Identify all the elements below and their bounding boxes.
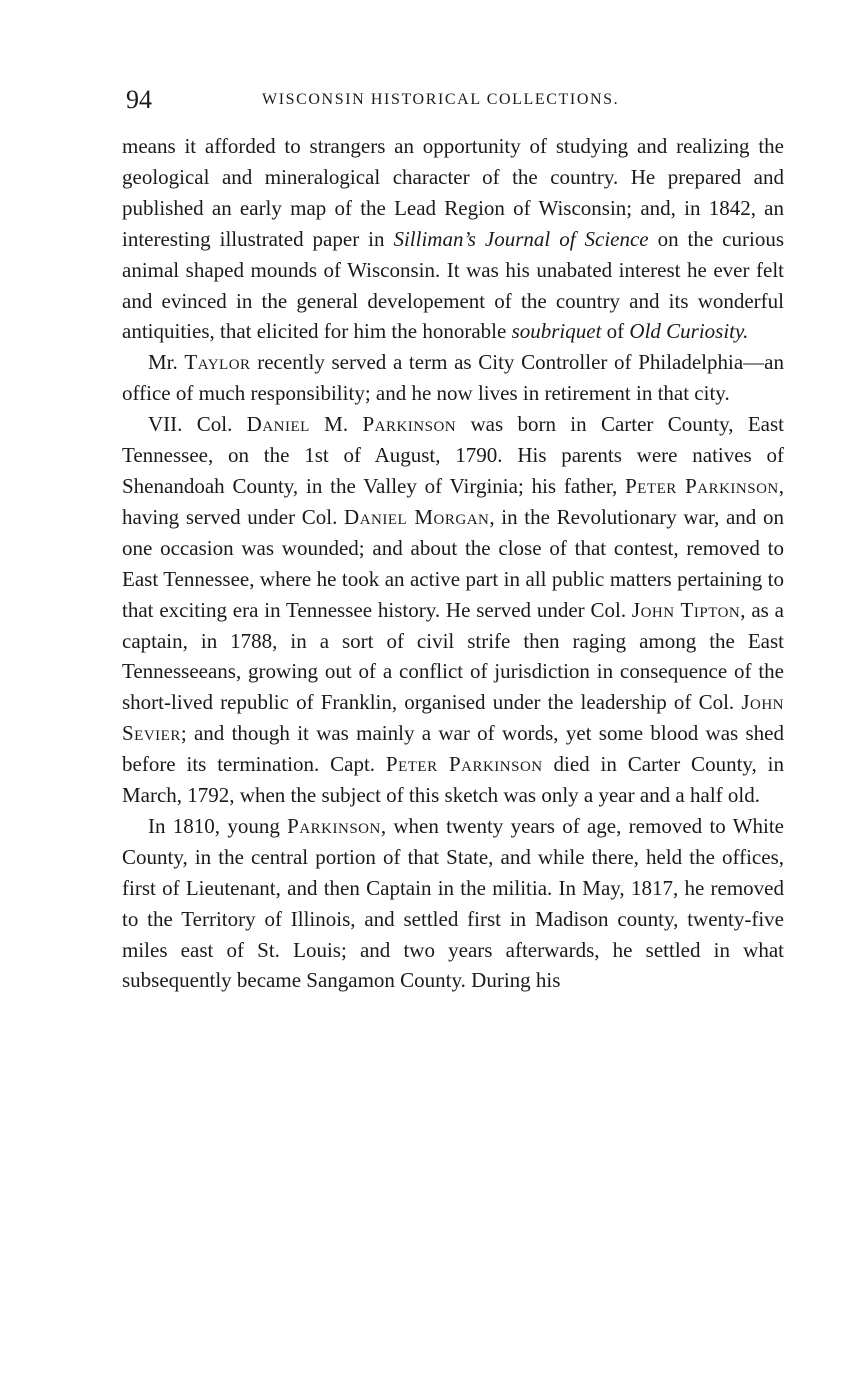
small-caps-run: Peter Parkinson [385, 752, 543, 777]
italic-run: Old Curiosity. [629, 319, 749, 344]
text-run: M. [309, 412, 363, 437]
paragraph [122, 811, 784, 996]
small-caps-run: John Sevier [122, 690, 784, 746]
text-run: , as a captain, in 1788, in a sort of civil strife then raging among the East Tennesseeans, growing out of a conflict of jurisdiction in consequence of the short-lived republic of Franklin, organised under the leadership of Col. [122, 597, 784, 715]
small-caps-run: Daniel Morgan [344, 504, 490, 529]
text-run: , when twenty years of age, removed to White County, in the central portion of that State, and while there, held the offices, first of Lieutenant, and then Captain in the militia. In May, 1817, he removed to the Territory of Illinois, and settled first in Madison county, twenty-five miles east of St. Louis; and two years afterwards, he settled in what subsequently became Sangamon County. During his [122, 813, 784, 993]
text-run: VII. Col. [148, 412, 247, 437]
small-caps-run: Taylor [184, 350, 251, 375]
page-number: 94 [126, 85, 152, 114]
text-run: ; and though it was mainly a war of words, yet some blood was shed before its termination. Capt. [122, 721, 784, 777]
italic-run: soubriquet [511, 319, 602, 344]
paragraph [122, 347, 784, 409]
text-run: means it afforded to strangers an opportunity of studying and realizing the geological and mineralogical character of the country. He prepared and published an early map of the Lead Region of Wisconsin; and, in 1842, an interesting illustrated paper in [122, 134, 784, 251]
text-run: , in the Revolutionary war, and on one occasion was wounded; and about the close of that contest, removed to East Tennessee, where he took an active part in all public matters pertaining to that exciting era in Tennessee history. He served under Col. [122, 504, 784, 622]
text-run: recently served a term as City Controller of Philadelphia—an office of much responsibility; and he now lives in retirement in that city. [122, 350, 784, 406]
small-caps-run: Daniel [246, 412, 310, 437]
text-run: on the curious animal shaped mounds of Wisconsin. It was his unabated interest he ever felt and evinced in the general developement of the country and its wonderful antiquities, that elicited for him the honorable [122, 226, 785, 344]
text-run: was born in Carter County, East Tennessee, on the 1st of August, 1790. His parents were natives of Shenandoah County, in the Valley of Virginia; his father, [122, 412, 784, 498]
small-caps-run: John Tipton [631, 597, 741, 622]
text-run: In 1810, young [148, 813, 288, 838]
text-run: died in Carter County, in March, 1792, when the subject of this sketch was only a year and a half old. [122, 752, 784, 808]
running-head [126, 84, 784, 116]
small-caps-run: Peter Parkinson [625, 473, 779, 498]
text-run: of [601, 319, 630, 344]
italic-run: Silliman’s Journal of Science [393, 226, 649, 251]
paragraph [122, 131, 784, 347]
body-text [122, 131, 784, 996]
paragraph [122, 409, 784, 811]
text-run: Mr. [148, 350, 185, 375]
text-run: , having served under Col. [122, 473, 785, 529]
small-caps-run: Parkinson [287, 813, 381, 838]
small-caps-run: Parkinson [362, 412, 457, 437]
running-title: WISCONSIN HISTORICAL COLLECTIONS. [262, 91, 620, 108]
